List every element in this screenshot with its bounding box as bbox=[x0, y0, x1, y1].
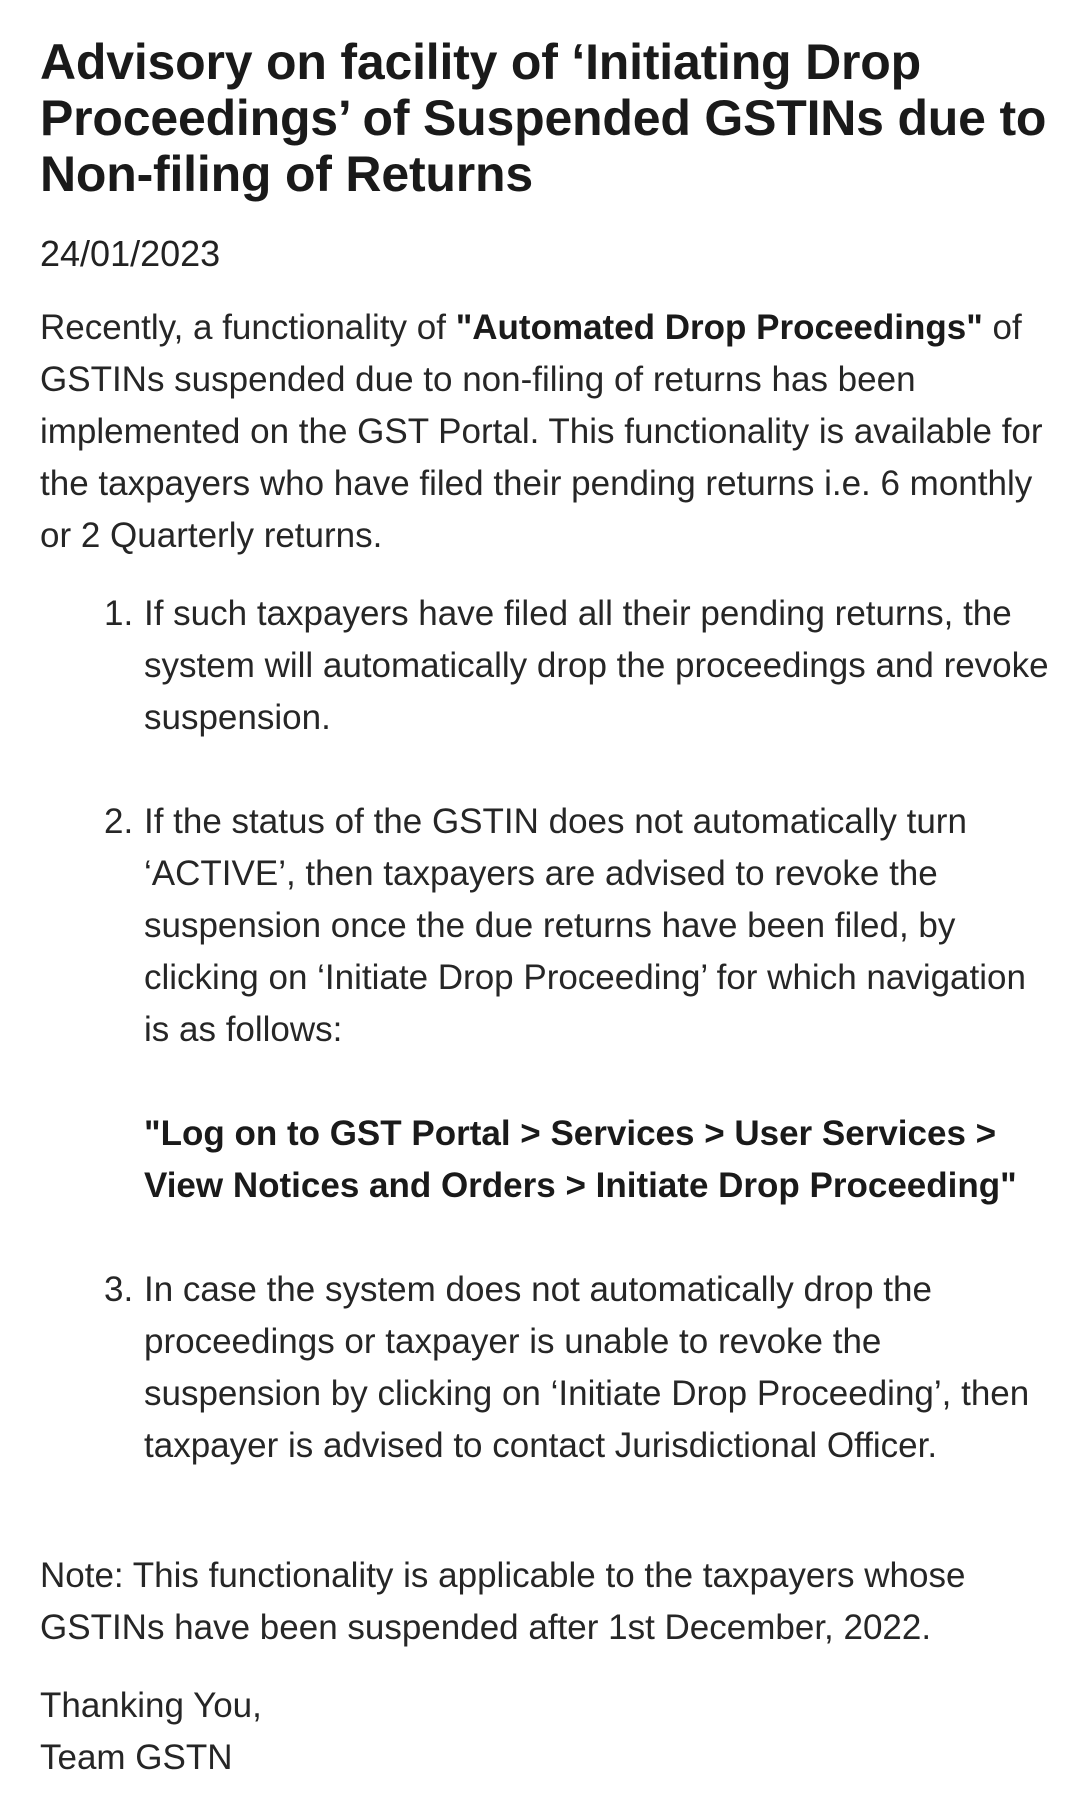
closing-signature: Team GSTN bbox=[40, 1738, 233, 1777]
list-item bbox=[40, 1264, 1050, 1472]
list-item-number: 2. bbox=[104, 802, 134, 841]
intro-paragraph bbox=[40, 302, 1050, 562]
list-item bbox=[40, 588, 1050, 744]
publish-date: 24/01/2023 bbox=[40, 233, 221, 274]
list-item-number: 1. bbox=[104, 594, 134, 633]
note-paragraph: Note: This functionality is applicable to the taxpayers whose GSTINs have been suspended after 1st December, 2022. bbox=[40, 1556, 966, 1647]
page-title: Advisory on facility of ‘Initiating Drop Proceedings’ of Suspended GSTINs due to Non-filing of Returns bbox=[40, 34, 1047, 202]
list-item-text: In case the system does not automatically drop the proceedings or taxpayer is unable to revoke the suspension by clicking on ‘Initiate Drop Proceeding’, then taxpayer is advised to contact Jurisdictional Officer. bbox=[144, 1270, 1030, 1465]
advisory-article bbox=[40, 34, 1050, 1784]
intro-text-bold: "Automated Drop Proceedings" bbox=[455, 308, 983, 347]
list-item bbox=[40, 796, 1050, 1212]
list-item-number: 3. bbox=[104, 1270, 134, 1309]
steps-list bbox=[40, 588, 1050, 1472]
intro-text-after: of GSTINs suspended due to non-filing of returns has been implemented on the GST Portal. This functionality is available for the taxpayers who have filed their pending returns i.e. 6 monthly or 2 Quarterly returns. bbox=[40, 308, 1043, 555]
closing-thanks: Thanking You, bbox=[40, 1686, 262, 1725]
list-item-text: If such taxpayers have filed all their pending returns, the system will automatically drop the proceedings and revoke suspension. bbox=[144, 594, 1049, 737]
navigation-path: "Log on to GST Portal > Services > User Services > View Notices and Orders > Initiate Drop Proceeding" bbox=[144, 1114, 1017, 1205]
intro-text-before: Recently, a functionality of bbox=[40, 308, 456, 347]
list-item-text: If the status of the GSTIN does not automatically turn ‘ACTIVE’, then taxpayers are advised to revoke the suspension once the due returns have been filed, by clicking on ‘Initiate Drop Proceeding’ for which navigation is as follows: bbox=[144, 802, 1026, 1049]
